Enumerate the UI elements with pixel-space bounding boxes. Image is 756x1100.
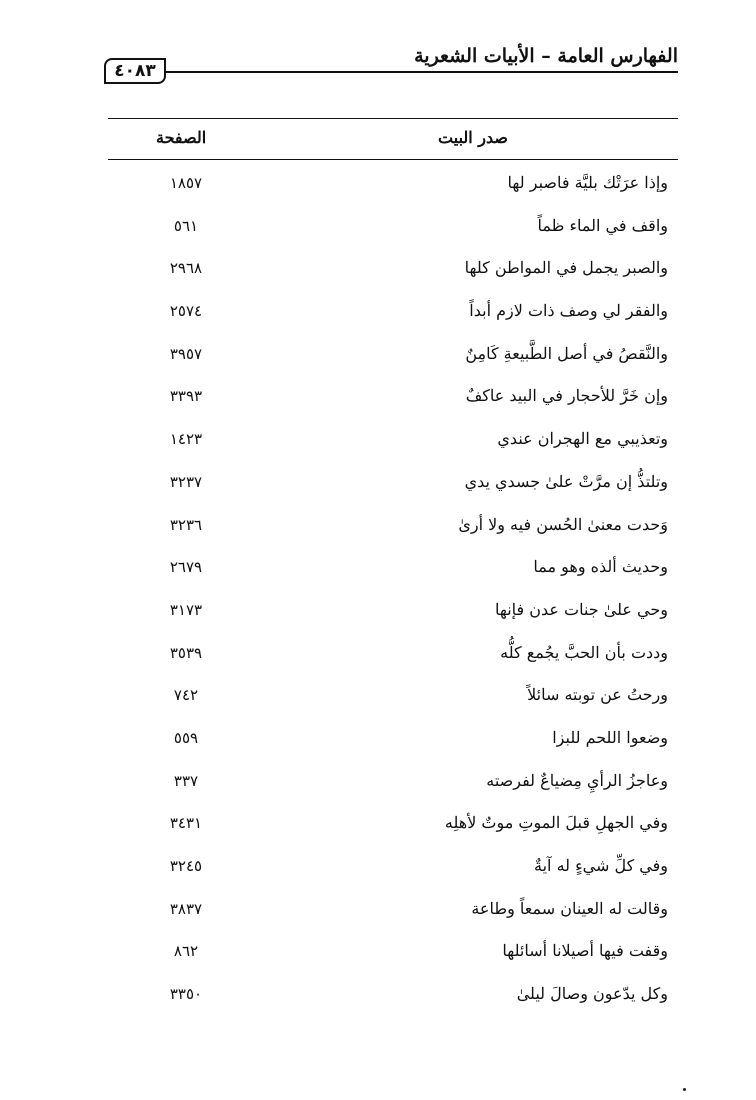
table-header-row: [108, 119, 678, 160]
table-row: [108, 544, 678, 587]
verse-opening: واقف في الماء ظماً: [537, 215, 668, 235]
verse-opening: ورحتُ عن توبته سائلاً: [527, 685, 668, 705]
verse-opening: وَحدت معنىٰ الحُسن فيه ولا أرىٰ: [458, 514, 668, 534]
page-ref: ٨٦٢: [173, 942, 199, 961]
verse-opening: وحي علىٰ جنات عدن فإنها: [494, 599, 668, 619]
page-ref: ٣٣٥٠: [169, 985, 203, 1004]
page-ref: ٧٤٢: [173, 686, 199, 705]
page-ref: ٣٢٣٦: [169, 515, 203, 534]
table-row: [108, 288, 678, 331]
table-row: [108, 587, 678, 630]
verse-opening: وتلتذُّ إن مرَّتْ علىٰ جسدي يدي: [464, 471, 668, 491]
verse-opening: وفي الجهلِ قبلَ الموتِ موتٌ لأهلِه: [444, 813, 668, 833]
print-speck: [683, 1088, 686, 1091]
verse-opening: وقالت له العينان سمعاً وطاعة: [471, 898, 668, 918]
table-row: [108, 203, 678, 246]
table-row: [108, 630, 678, 673]
page-ref: ١٨٥٧: [169, 174, 203, 192]
table-body: [108, 160, 678, 1014]
page-ref: ٣٢٣٧: [169, 472, 203, 491]
table-row: [108, 800, 678, 843]
verse-opening: وتعذيبي مع الهجران عندي: [497, 429, 668, 449]
page-ref: ٣٢٤٥: [169, 857, 203, 875]
page-ref: ٣٤٣١: [169, 814, 203, 833]
table-row: [108, 502, 678, 545]
header-rule: [166, 71, 678, 73]
page-ref: ٢٥٧٤: [169, 302, 203, 321]
verse-opening: وقفت فيها أصيلانا أسائلها: [502, 941, 668, 961]
verse-index-table: [108, 118, 678, 1014]
verse-opening: وضعوا اللحم للبزا: [552, 727, 668, 747]
page-ref: ٣٨٣٧: [169, 899, 203, 918]
table-row: [108, 928, 678, 971]
page-ref: ٢٦٧٩: [169, 558, 203, 577]
page-ref: ١٤٢٣: [169, 430, 203, 449]
page-ref: ٢٩٦٨: [169, 259, 203, 278]
page-ref: ٥٥٩: [173, 728, 199, 747]
page-ref: ٣٥٣٩: [169, 643, 203, 662]
table-row: [108, 715, 678, 758]
page-number-box: ٤٠٨٣: [104, 58, 166, 84]
verse-opening: وفي كلِّ شيءٍ له آيةٌ: [534, 856, 668, 875]
table-row: [108, 245, 678, 288]
table-row: [108, 331, 678, 374]
table-row: [108, 416, 678, 459]
table-row: [108, 886, 678, 929]
verse-opening: وعاجزُ الرأيِ مِضياعٌ لفرصته: [486, 770, 668, 790]
page-ref: ٣٩٥٧: [169, 344, 203, 363]
verse-opening: وكل يدّعون وصالَ ليلىٰ: [516, 984, 668, 1004]
page-ref: ٣١٧٣: [169, 600, 203, 619]
verse-opening: والصبر يجمل في المواطن كلها: [464, 258, 668, 278]
page-ref: ٥٦١: [173, 216, 199, 235]
page-ref: ٣٣٧: [173, 771, 199, 790]
table-row: [108, 843, 678, 886]
page-ref: ٣٣٩٣: [169, 387, 203, 406]
table-row: [108, 971, 678, 1014]
verse-opening: وددت بأن الحبَّ يجُمع كلُّه: [500, 642, 668, 662]
verse-opening: وإن خَرَّ للأحجار في البيد عاكفٌ: [465, 386, 668, 406]
table-row: [108, 373, 678, 416]
table-row: [108, 459, 678, 502]
table-row: [108, 672, 678, 715]
running-header: [104, 38, 678, 88]
table-row: [108, 758, 678, 801]
verse-opening: والفقر لي وصف ذات لازم أبداً: [469, 301, 668, 321]
table-row: [108, 160, 678, 203]
verse-opening: والنَّقصُ في أصل الطَّبيعةِ كَامِنٌ: [465, 343, 668, 363]
column-header-verse: صدر البيت: [438, 128, 508, 147]
verse-opening: وإذا عرَتْك بليَّة فاصبر لها: [507, 173, 668, 192]
column-header-page: الصفحة: [156, 128, 207, 147]
verse-opening: وحديث ألذه وهو مما: [533, 557, 668, 577]
header-title: الفهارس العامة – الأبيات الشعرية: [414, 45, 678, 67]
